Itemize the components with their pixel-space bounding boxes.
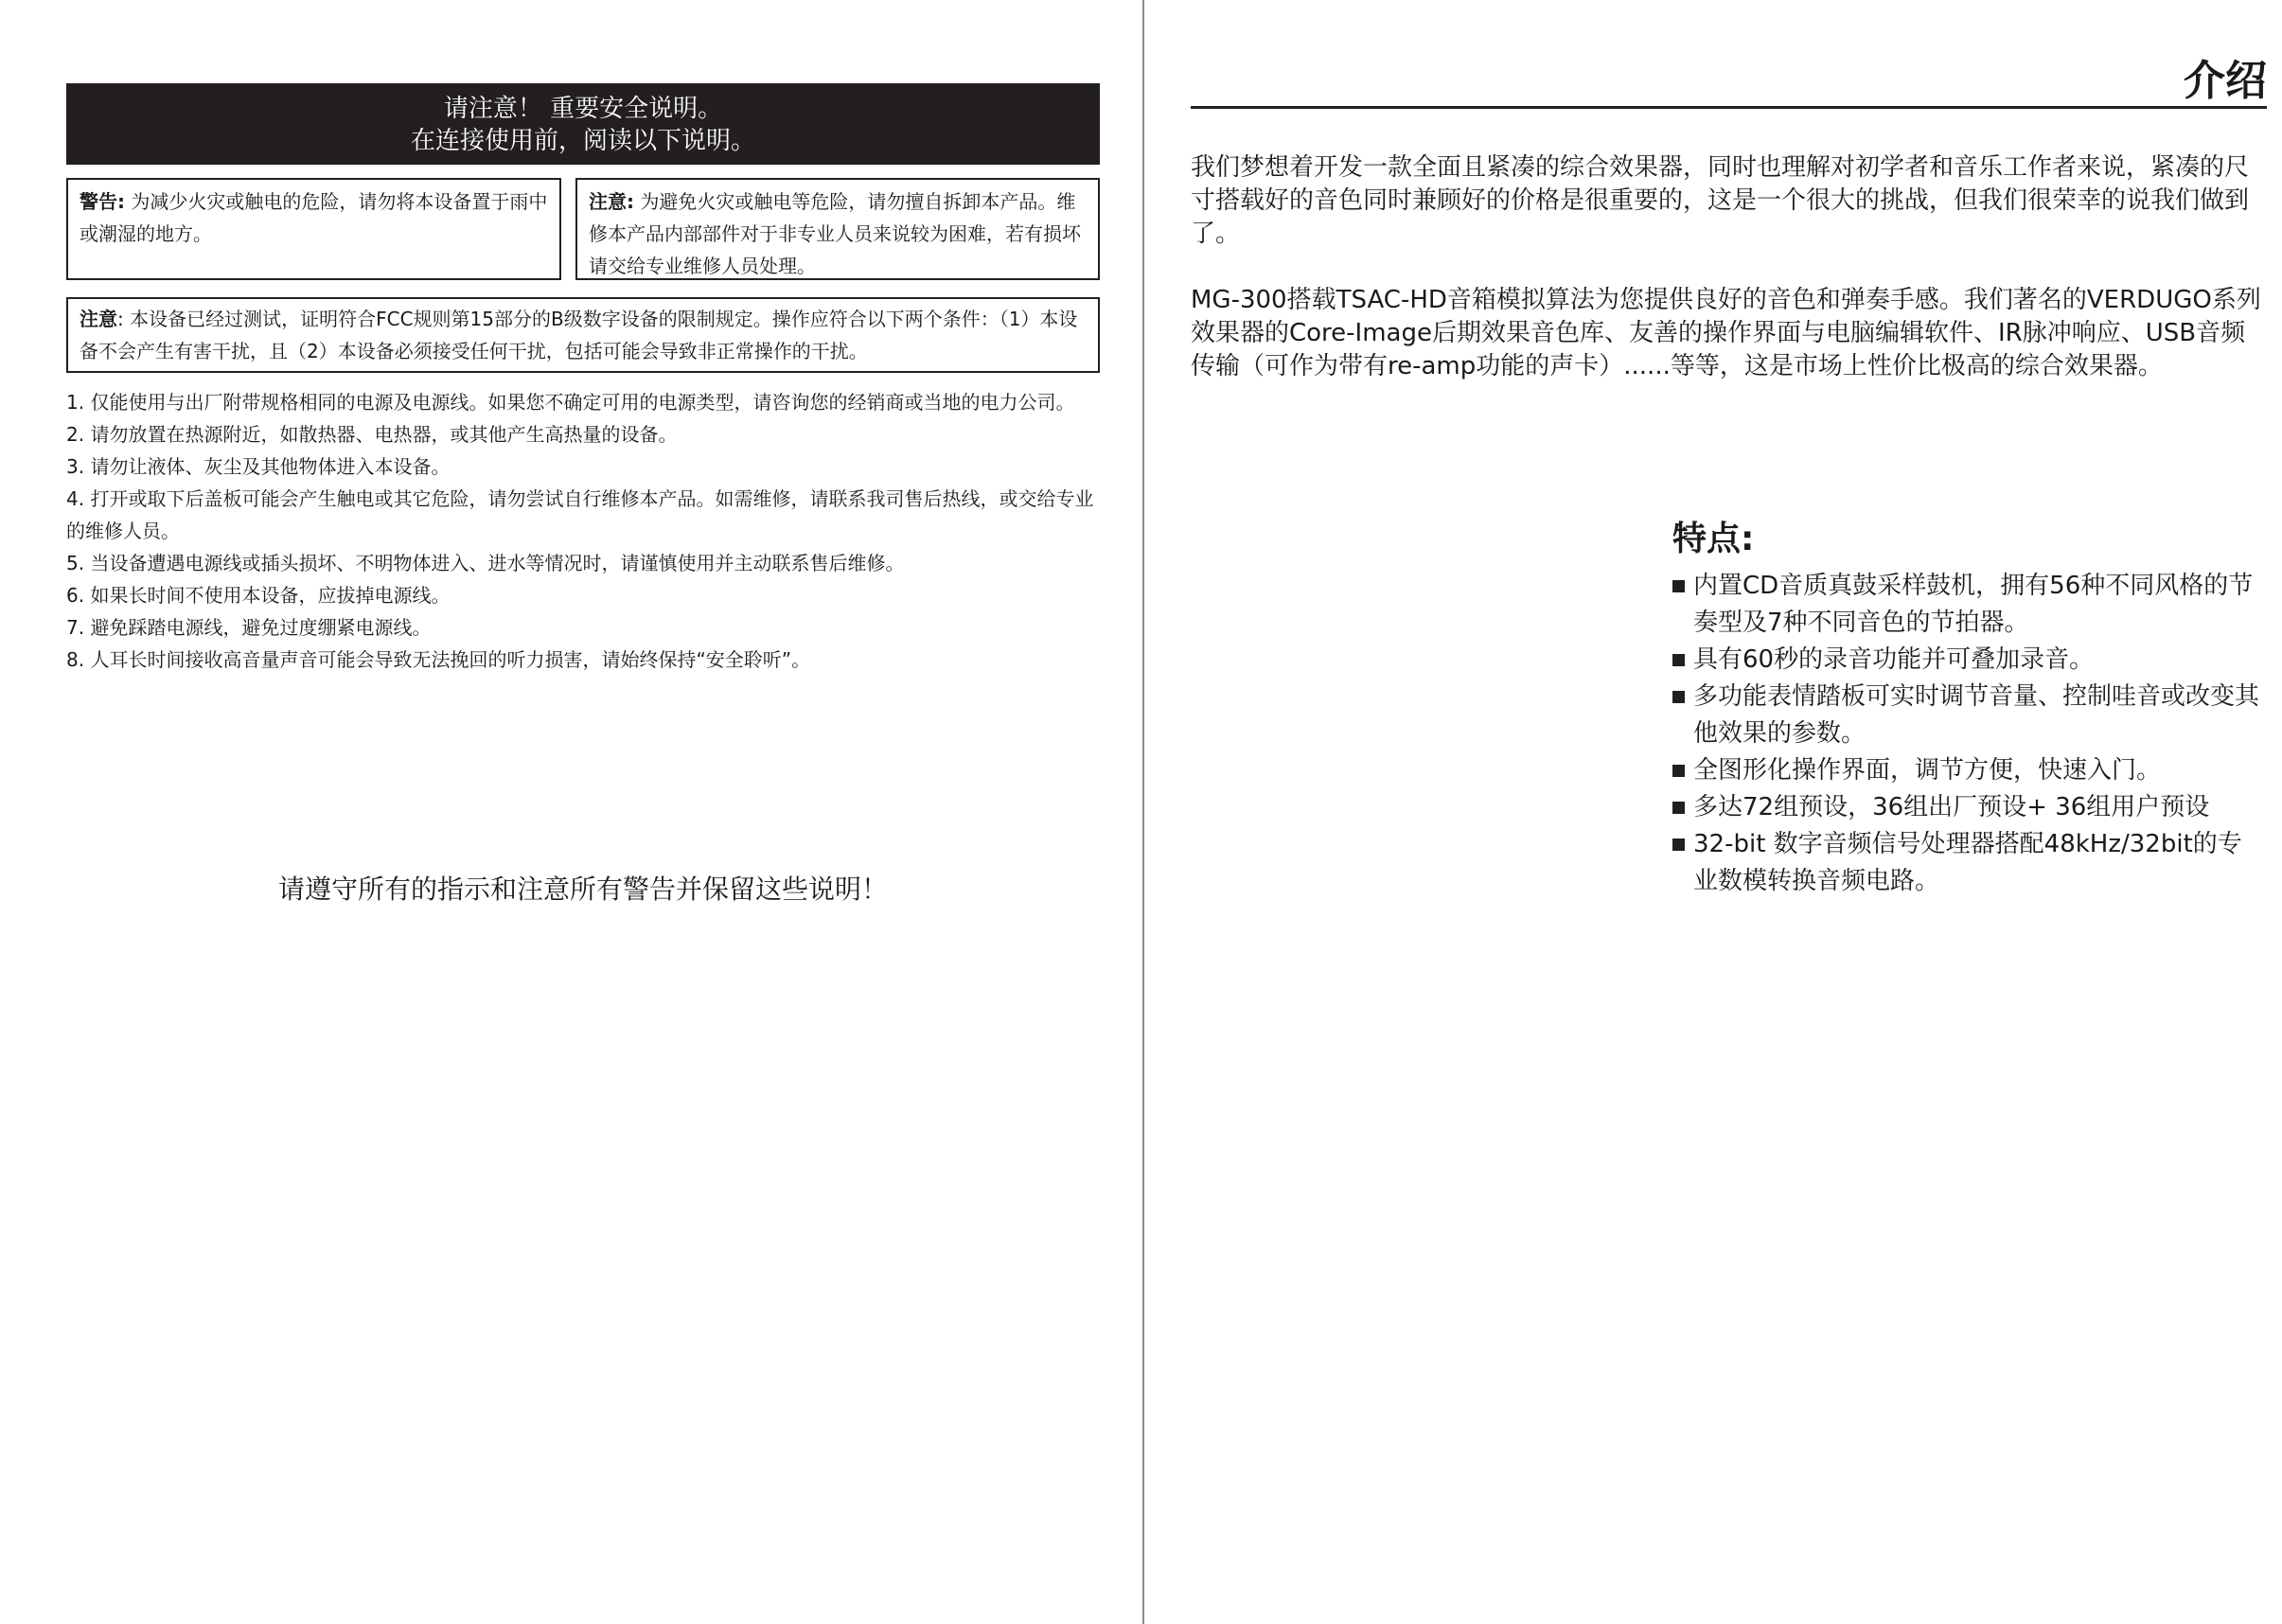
- fcc-notice-box: [66, 297, 1100, 373]
- feature-item: [1672, 826, 2259, 900]
- safety-banner: [66, 83, 1100, 165]
- feature-item: [1672, 679, 2259, 752]
- feature-text: 多达72组预设，36组出厂预设+ 36组用户预设: [1693, 793, 2210, 821]
- square-bullet-icon: [1672, 838, 1685, 851]
- feature-text: 全图形化操作界面，调节方便，快速入门。: [1693, 756, 2162, 785]
- caution-text: 为避免火灾或触电等危险，请勿擅自拆卸本产品。维修本产品内部部件对于非专业人员来说较为困难，若有损坏请交给专业维修人员处理。: [589, 190, 1081, 277]
- safety-item: 3. 请勿让液体、灰尘及其他物体进入本设备。: [66, 455, 451, 478]
- safety-item: 7. 避免踩踏电源线，避免过度绷紧电源线。: [66, 616, 432, 639]
- feature-text: 32-bit 数字音频信号处理器搭配48kHz/32bit的专业数模转换音频电路。: [1693, 830, 2242, 895]
- feature-text: 具有60秒的录音功能并可叠加录音。: [1693, 645, 2095, 674]
- square-bullet-icon: [1672, 765, 1685, 777]
- feature-item: [1672, 568, 2259, 642]
- safety-item: 6. 如果长时间不使用本设备，应拔掉电源线。: [66, 584, 451, 607]
- feature-item: [1672, 789, 2259, 826]
- fcc-notice-label: 注意: [80, 308, 117, 330]
- warning-box: [66, 178, 561, 280]
- safety-item: 1. 仅能使用与出厂附带规格相同的电源及电源线。如果您不确定可用的电源类型，请咨询您的经销商或当地的电力公司。: [66, 391, 1075, 414]
- page-spine-divider: [1142, 0, 1144, 1624]
- safety-item: 5. 当设备遭遇电源线或插头损坏、不明物体进入、进水等情况时，请谨慎使用并主动联系售后维修。: [66, 552, 905, 574]
- safety-item: 2. 请勿放置在热源附近，如散热器、电热器，或其他产生高热量的设备。: [66, 423, 678, 446]
- features-list: [1672, 568, 2259, 900]
- square-bullet-icon: [1672, 691, 1685, 703]
- intro-heading: 介绍: [1191, 57, 2267, 109]
- intro-paragraph-2: MG-300搭载TSAC-HD音箱模拟算法为您提供良好的音色和弹奏手感。我们著名的VERDUGO系列效果器的Core-Image后期效果音色库、友善的操作界面与电脑编辑软件、IR脉冲响应、USB音频传输（可作为带有re-amp功能的声卡）......等等，这是市场上性价比极高的综合效果器。: [1191, 286, 2261, 380]
- safety-banner-line2: 在连接使用前，阅读以下说明。: [410, 127, 755, 155]
- safety-item: 4. 打开或取下后盖板可能会产生触电或其它危险，请勿尝试自行维修本产品。如需维修，请联系我司售后热线，或交给专业的维修人员。: [66, 487, 1094, 542]
- intro-paragraph-1: 我们梦想着开发一款全面且紧凑的综合效果器，同时也理解对初学者和音乐工作者来说，紧凑的尺寸搭载好的音色同时兼顾好的价格是很重要的，这是一个很大的挑战，但我们很荣幸的说我们做到了。: [1191, 153, 2250, 248]
- warning-label: 警告:: [80, 190, 125, 213]
- safety-instructions-list: [66, 386, 1098, 676]
- caution-box: [575, 178, 1100, 280]
- square-bullet-icon: [1672, 580, 1685, 592]
- feature-text: 多功能表情踏板可实时调节音量、控制哇音或改变其他效果的参数。: [1693, 682, 2260, 748]
- safety-banner-line1: 请注意！ 重要安全说明。: [443, 95, 723, 123]
- safety-item: 8. 人耳长时间接收高音量声音可能会导致无法挽回的听力损害，请始终保持“安全聆听”。: [66, 648, 811, 671]
- fcc-notice-text: : 本设备已经过测试，证明符合FCC规则第15部分的B级数字设备的限制规定。操作应符合以下两个条件：（1）本设备不会产生有害干扰，且（2）本设备必须接受任何干扰，包括可能会导致非正常操作的干扰。: [80, 308, 1078, 362]
- right-page: [1145, 0, 2282, 1624]
- closing-note: 请遵守所有的指示和注意所有警告并保留这些说明！: [277, 874, 888, 905]
- feature-text: 内置CD音质真鼓采样鼓机，拥有56种不同风格的节奏型及7种不同音色的节拍器。: [1693, 572, 2254, 637]
- feature-item: [1672, 642, 2259, 679]
- features-title: 特点:: [1672, 520, 1755, 558]
- caution-label: 注意:: [589, 190, 634, 213]
- feature-item: [1672, 752, 2259, 789]
- square-bullet-icon: [1672, 802, 1685, 814]
- warning-text: 为减少火灾或触电的危险，请勿将本设备置于雨中或潮湿的地方。: [80, 190, 548, 245]
- square-bullet-icon: [1672, 654, 1685, 666]
